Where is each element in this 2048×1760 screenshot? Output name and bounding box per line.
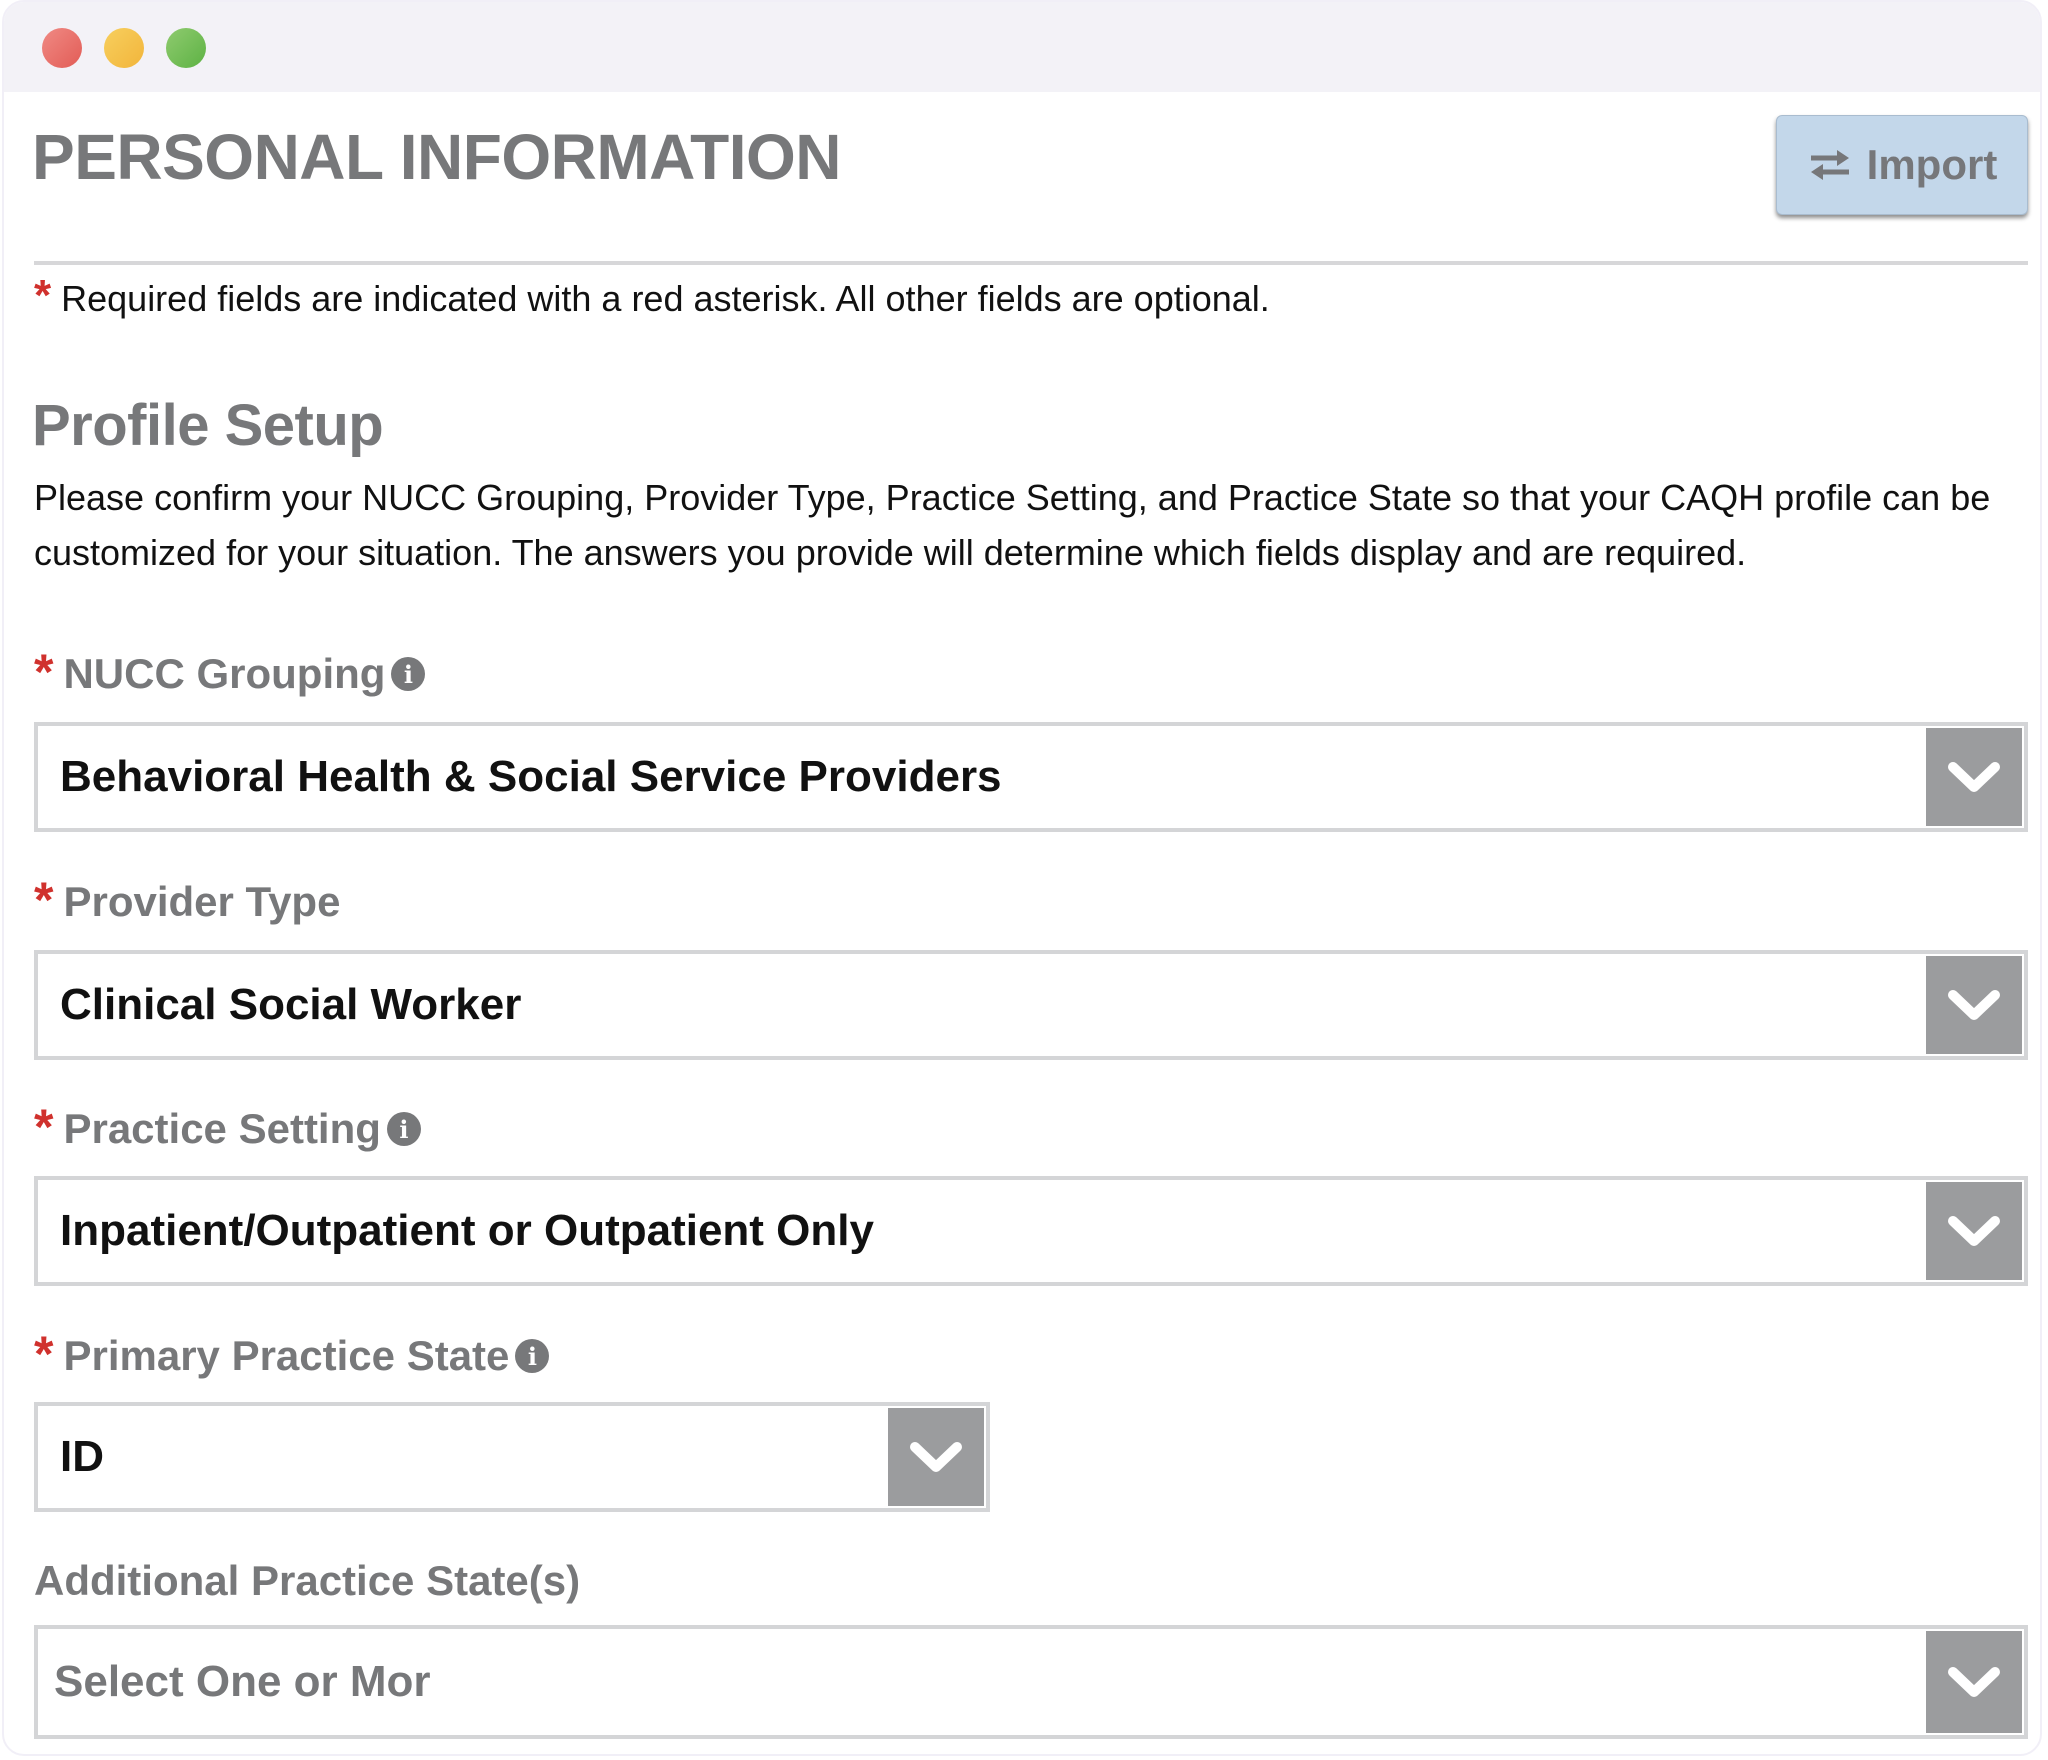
info-icon[interactable]: i bbox=[515, 1339, 549, 1373]
provider-type-select[interactable] bbox=[34, 950, 2028, 1060]
chevron-down-icon bbox=[1945, 987, 2003, 1023]
chevron-down-icon bbox=[1945, 1213, 2003, 1249]
info-icon[interactable]: i bbox=[391, 657, 425, 691]
chevron-down-icon bbox=[1945, 1664, 2003, 1700]
required-asterisk-icon: * bbox=[34, 644, 54, 700]
primary-practice-state-label bbox=[34, 1326, 549, 1382]
nucc-grouping-label bbox=[34, 644, 425, 700]
dropdown-toggle[interactable] bbox=[888, 1408, 984, 1506]
required-fields-note bbox=[34, 271, 1270, 320]
page-title: PERSONAL INFORMATION bbox=[32, 121, 841, 193]
swap-arrows-icon bbox=[1807, 147, 1853, 183]
info-icon[interactable]: i bbox=[387, 1112, 421, 1146]
chevron-down-icon bbox=[1945, 759, 2003, 795]
required-note-text: Required fields are indicated with a red asterisk. All other fields are optional. bbox=[61, 278, 1270, 319]
primary-practice-state-select[interactable] bbox=[34, 1402, 990, 1512]
provider-type-value: Clinical Social Worker bbox=[60, 980, 522, 1029]
primary-practice-state-value: ID bbox=[60, 1432, 104, 1481]
minimize-window-button[interactable] bbox=[104, 28, 144, 68]
practice-setting-value: Inpatient/Outpatient or Outpatient Only bbox=[60, 1206, 874, 1255]
practice-setting-select[interactable] bbox=[34, 1176, 2028, 1286]
required-asterisk-icon: * bbox=[34, 1326, 54, 1382]
nucc-grouping-label-text: NUCC Grouping bbox=[63, 650, 386, 697]
section-description: Please confirm your NUCC Grouping, Provider Type, Practice Setting, and Practice State so that your CAQH profile can be customized for your situation. The answers you provide will determine which fields display and are required. bbox=[34, 477, 1991, 573]
required-asterisk-icon: * bbox=[34, 271, 52, 320]
practice-setting-label bbox=[34, 1099, 421, 1155]
additional-practice-states-label bbox=[34, 1557, 580, 1605]
title-bar bbox=[4, 2, 2040, 92]
additional-practice-states-label-text: Additional Practice State(s) bbox=[34, 1557, 581, 1604]
provider-type-label bbox=[34, 872, 341, 928]
close-window-button[interactable] bbox=[42, 28, 82, 68]
dropdown-toggle[interactable] bbox=[1926, 1182, 2022, 1280]
header-divider bbox=[34, 261, 2028, 265]
primary-practice-state-label-text: Primary Practice State bbox=[63, 1332, 510, 1379]
additional-practice-states-placeholder: Select One or Mor bbox=[54, 1657, 431, 1706]
nucc-grouping-select[interactable] bbox=[34, 722, 2028, 832]
import-button[interactable] bbox=[1776, 115, 2028, 215]
required-asterisk-icon: * bbox=[34, 1099, 54, 1155]
chevron-down-icon bbox=[907, 1439, 965, 1475]
practice-setting-label-text: Practice Setting bbox=[63, 1105, 381, 1152]
required-asterisk-icon: * bbox=[34, 872, 54, 928]
app-window bbox=[2, 0, 2042, 1756]
maximize-window-button[interactable] bbox=[166, 28, 206, 68]
section-title: Profile Setup bbox=[32, 393, 384, 458]
dropdown-toggle[interactable] bbox=[1926, 956, 2022, 1054]
additional-practice-states-select[interactable] bbox=[34, 1625, 2028, 1739]
import-button-label: Import bbox=[1866, 141, 1998, 188]
provider-type-label-text: Provider Type bbox=[63, 878, 341, 925]
dropdown-toggle[interactable] bbox=[1926, 728, 2022, 826]
nucc-grouping-value: Behavioral Health & Social Service Providers bbox=[60, 752, 1002, 801]
dropdown-toggle[interactable] bbox=[1926, 1631, 2022, 1733]
